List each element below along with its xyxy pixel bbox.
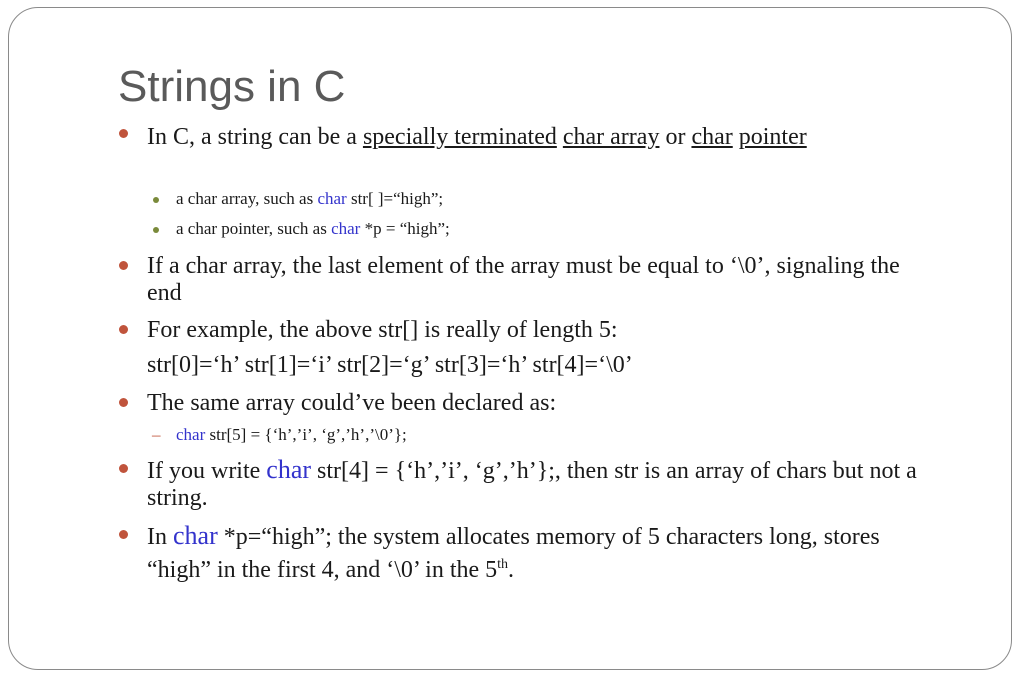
bullet-example: For example, the above str[] is really of length 5: [147,317,618,343]
dash-marker: – [152,425,161,444]
bullet-dot [119,530,128,539]
bullet-not-a-string: If you write char str[4] = {‘h’,’i’, ‘g’,’h’};, then str is an array of chars but not a string. [147,455,917,511]
bullet-dot [119,398,128,407]
example-values-line: str[0]=‘h’ str[1]=‘i’ str[2]=‘g’ str[3]=‘h’ str[4]=‘\0’ [147,352,633,378]
slide-title: Strings in C [118,62,346,111]
bullet-memory-allocation: In char *p=“high”; the system allocates memory of 5 characters long, stores “high” in the first 4, and ‘\0’ in the 5th. [147,521,880,583]
bullet-string-definition: In C, a string can be a specially terminated char array or char pointer [147,124,807,150]
bullet-dot [119,464,128,473]
sub-bullet-dot [153,227,159,233]
bullet-dot [119,261,128,270]
bullet-null-terminator: If a char array, the last element of the array must be equal to ‘\0’, signaling the end [147,253,900,306]
sub-bullet-declaration-code: char str[5] = {‘h’,’i’, ‘g’,’h’,’\0’}; [176,425,407,444]
bullet-dot [119,129,128,138]
sub-bullet-char-pointer: a char pointer, such as char *p = “high”; [176,219,450,238]
bullet-declaration: The same array could’ve been declared as: [147,390,557,416]
sub-bullet-dot [153,197,159,203]
sub-bullet-char-array: a char array, such as char str[ ]=“high”; [176,189,444,208]
bullet-dot [119,325,128,334]
